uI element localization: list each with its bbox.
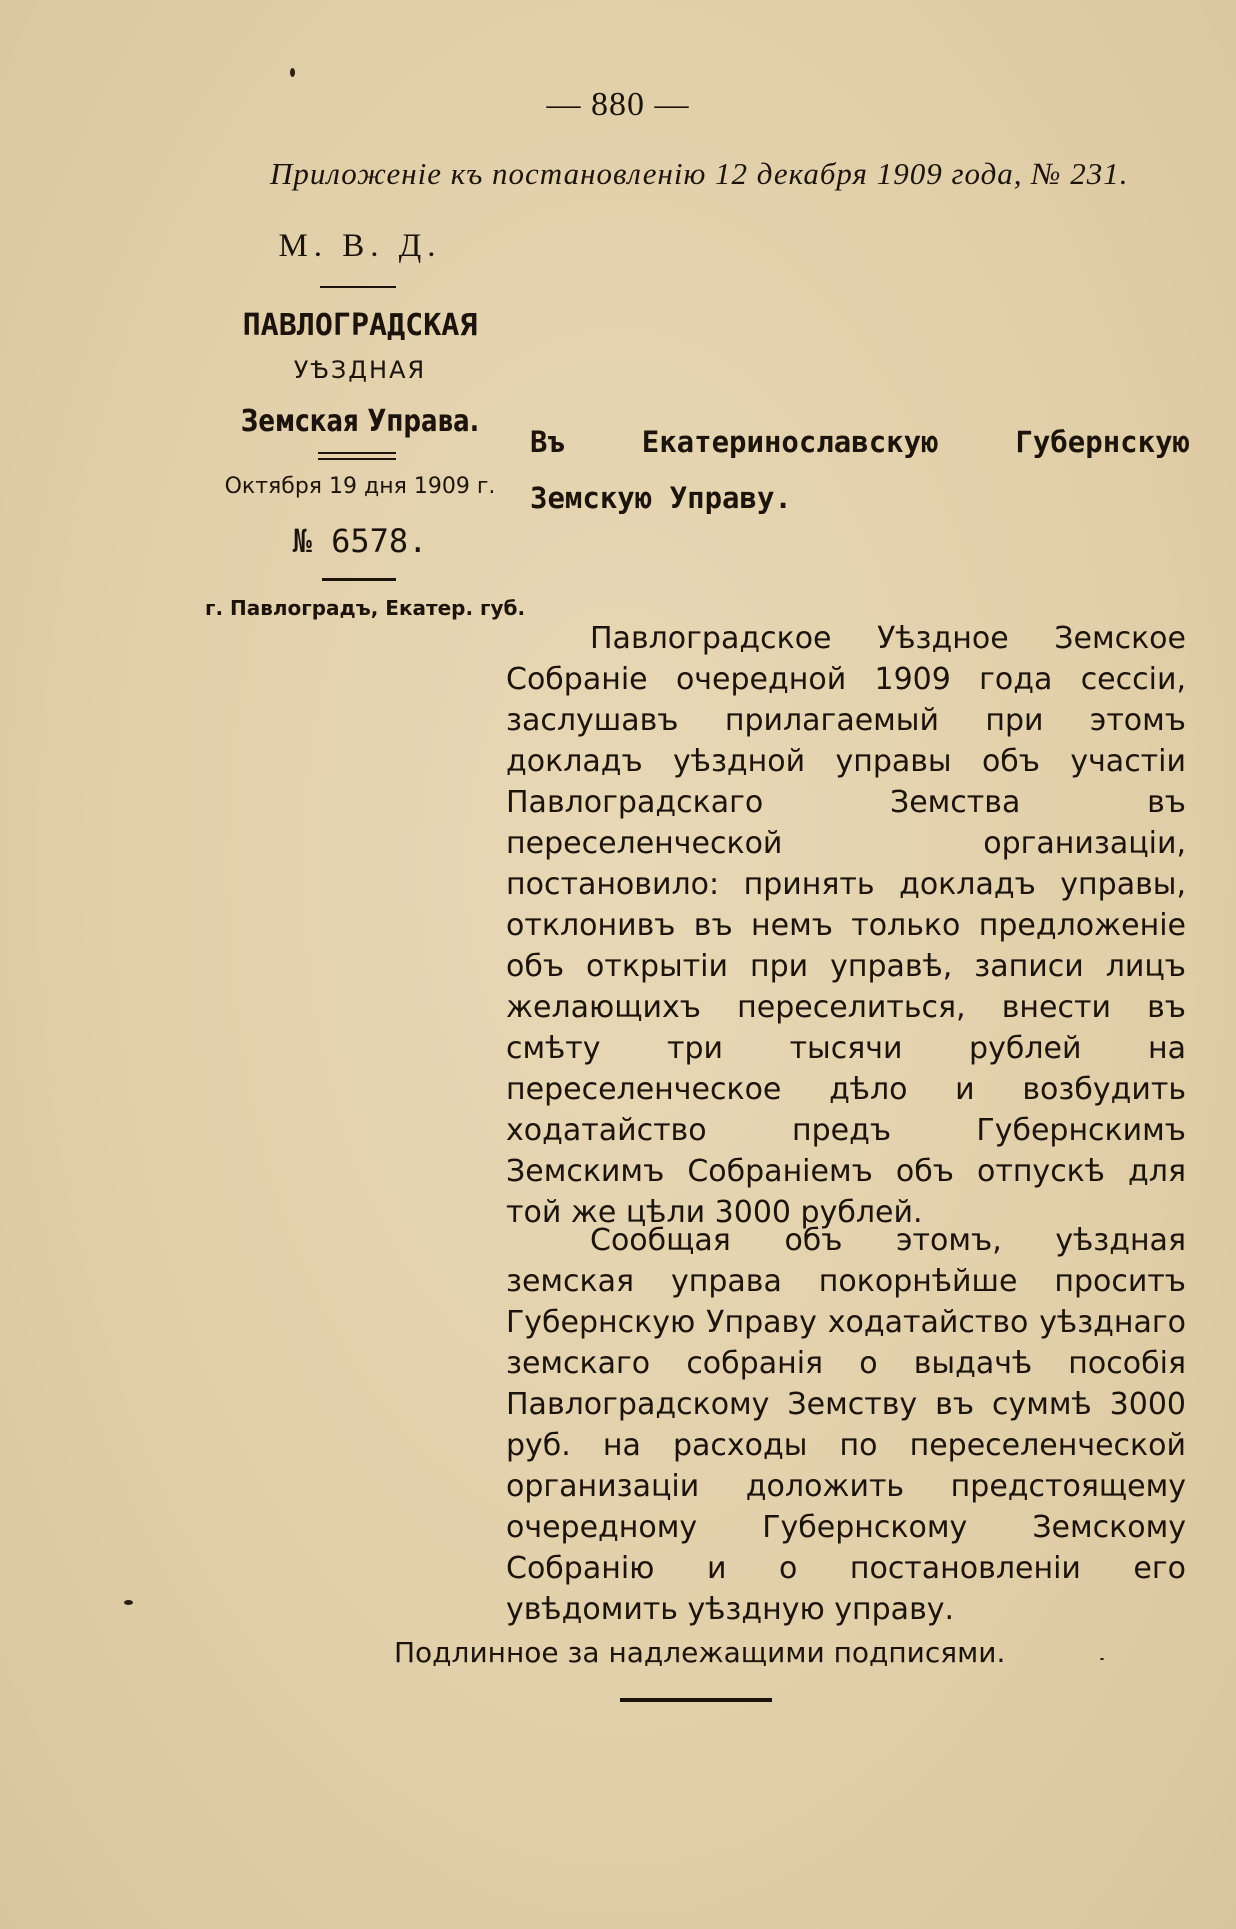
appendix-note: Приложеніе къ постановленію 12 декабря 1909 года, № 231. xyxy=(270,156,1129,191)
page-number: — 880 — xyxy=(546,86,690,123)
city-line: г. Павлоградъ, Екатер. губ. xyxy=(205,596,526,620)
zemskaya-uprava-label: Земская Управа. xyxy=(240,404,480,439)
uprava-name: ПАВЛОГРАДСКАЯ xyxy=(242,308,478,343)
letter-number: № 6578. xyxy=(292,522,428,560)
ink-speck xyxy=(124,1600,133,1605)
header-double-rule-bottom xyxy=(318,458,396,460)
body-paragraph-1: Павлоградское Уѣздное Земское Собраніе очередной 1909 года сессіи, заслушавъ прилагаемый при этомъ докладъ уѣздной управы объ участіи Павлоградскаго Земства въ переселенческой организаціи, постановило: принять докладъ управы, отклонивъ въ немъ только предложеніе объ открытіи при управѣ, записи лицъ желающихъ переселиться, внести въ смѣту три тысячи рублей на переселенческое дѣло и возбудить ходатайство предъ Губернскимъ Земскимъ Собраніемъ объ отпускѣ для той же цѣли 3000 рублей. xyxy=(506,621,1186,1230)
uezdnaya-label: УѢЗДНАЯ xyxy=(293,356,427,384)
ministry-abbreviation: М. В. Д. xyxy=(278,228,442,264)
header-rule-2 xyxy=(322,578,396,581)
addressee: Въ Екатеринославскую Губернскую Земскую Управу. xyxy=(530,425,1190,515)
ink-speck xyxy=(1100,1658,1104,1660)
closing-line: Подлинное за надлежащими подписями. xyxy=(394,1636,1006,1669)
body-paragraph-2: Сообщая объ этомъ, уѣздная земская управа покорнѣйше проситъ Губернскую Управу ходатайство уѣзднаго земскаго собранія о выдачѣ пособія Павлоградскому Земству въ суммѣ 3000 руб. на расходы по переселенческой организаціи доложить предстоящему очередному Губернскому Земскому Собранію и о постановленіи его увѣдомить уѣздную управу. xyxy=(506,1223,1186,1627)
header-double-rule-top xyxy=(318,452,396,454)
closing-rule xyxy=(620,1698,772,1702)
letter-date: Октября 19 дня 1909 г. xyxy=(224,474,496,499)
ink-speck xyxy=(290,68,295,77)
header-rule-1 xyxy=(320,286,396,288)
